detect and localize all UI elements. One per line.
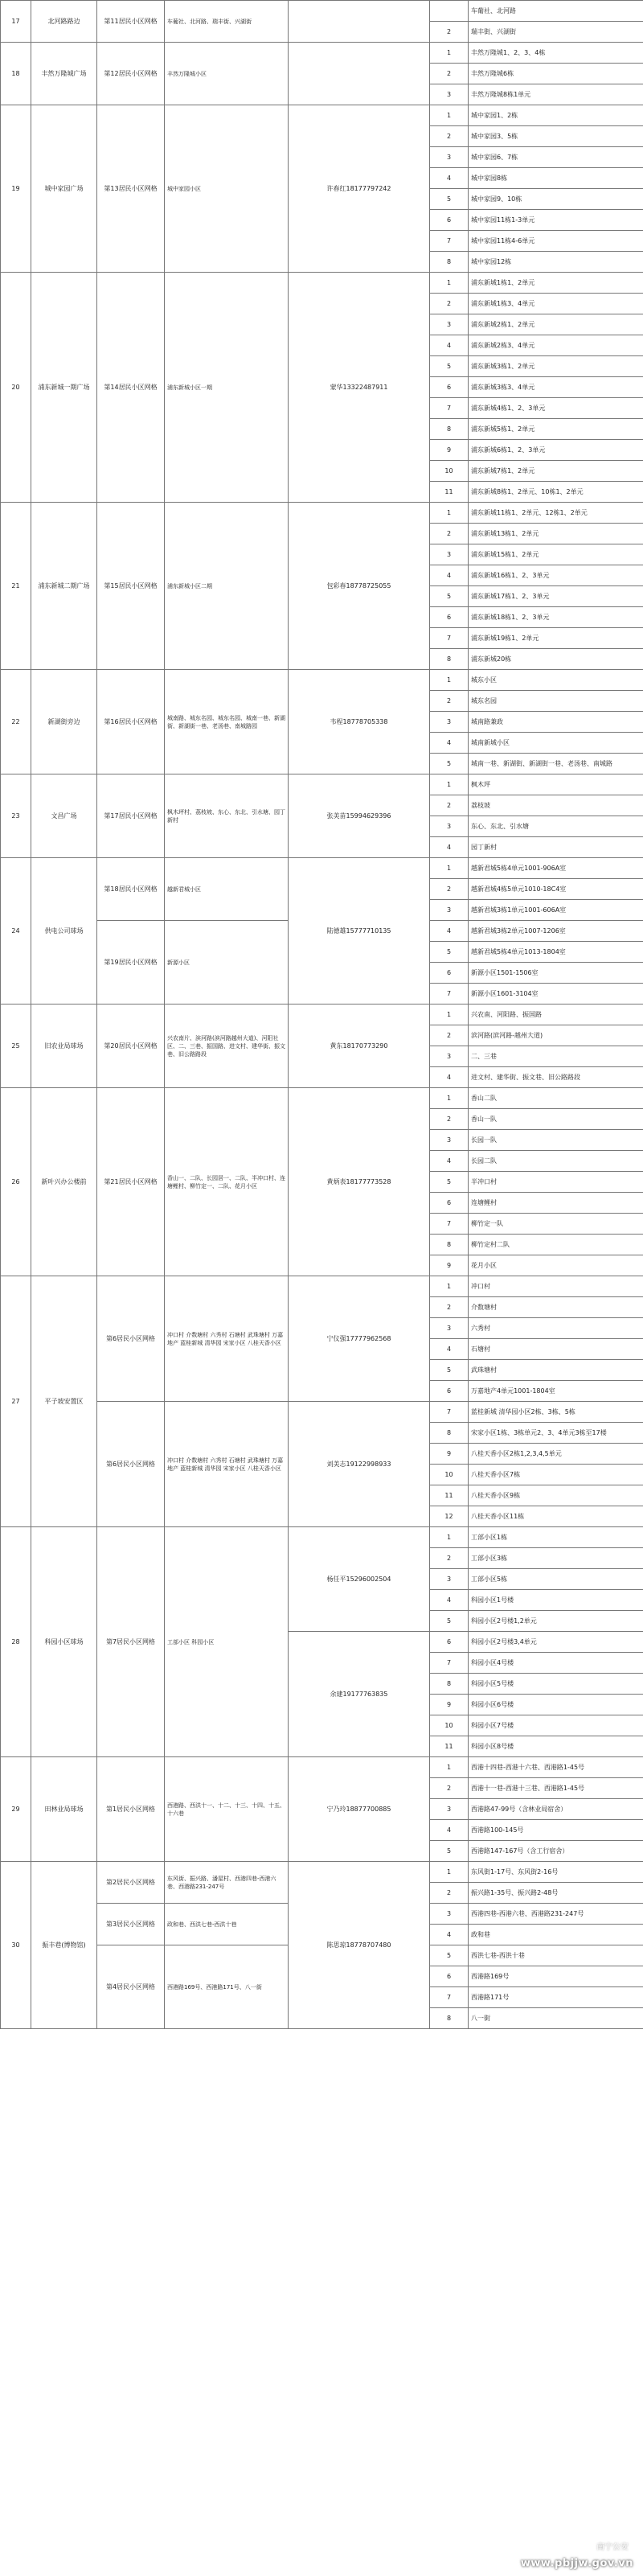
unit-number: 6 <box>430 377 469 398</box>
contact-cell <box>289 43 430 105</box>
unit-number: 2 <box>430 1778 469 1799</box>
contact-person: 黄炳表18177773528 <box>289 1088 430 1276</box>
grid-estates: 浦东新城小区二期 <box>165 503 289 670</box>
unit-number: 4 <box>430 1925 469 1945</box>
unit-number: 7 <box>430 1214 469 1235</box>
unit-number: 5 <box>430 942 469 963</box>
watermark-account: 南宁公安 <box>596 2543 629 2552</box>
unit-number: 8 <box>430 649 469 670</box>
unit-number: 1 <box>430 774 469 795</box>
unit-name: 丰然万隆城1、2、3、4栋 <box>469 43 643 64</box>
unit-number: 5 <box>430 1360 469 1381</box>
site-name: 供电公司球场 <box>31 858 97 1005</box>
unit-number: 3 <box>430 1799 469 1820</box>
table-row <box>1 1005 643 1025</box>
unit-name: 西洪七巷-西洪十巷 <box>469 1945 643 1966</box>
unit-name: 工部小区3栋 <box>469 1548 643 1569</box>
unit-number <box>430 1 469 22</box>
unit-name: 科园小区1号楼 <box>469 1590 643 1611</box>
unit-number: 1 <box>430 1005 469 1025</box>
unit-number: 9 <box>430 1255 469 1276</box>
grid-name: 第19居民小区网格 <box>97 921 165 1005</box>
unit-number: 3 <box>430 84 469 105</box>
unit-name: 西港路169号 <box>469 1966 643 1987</box>
grid-estates: 冲口村 介数塘村 六秀村 石塘村 武珠塘村 万嘉地产 蓝桂新城 清华园 宋家小区 八桂天香小区 <box>165 1276 289 1402</box>
unit-number: 4 <box>430 837 469 858</box>
unit-number: 3 <box>430 712 469 733</box>
contact-person: 宁乃玲18877700885 <box>289 1757 430 1862</box>
unit-name: 浦东新城3栋1、2单元 <box>469 356 643 377</box>
unit-number: 11 <box>430 1485 469 1506</box>
unit-number: 11 <box>430 482 469 503</box>
unit-name: 浦东新城13栋1、2单元 <box>469 524 643 544</box>
unit-name: 城南新城小区 <box>469 733 643 754</box>
unit-number: 3 <box>430 314 469 335</box>
unit-name: 浦东新城5栋1、2单元 <box>469 419 643 440</box>
unit-name: 科园小区4号楼 <box>469 1653 643 1674</box>
contact-person: 许春红18177797242 <box>289 105 430 273</box>
site-number: 23 <box>1 774 31 858</box>
grid-name: 第11居民小区网格 <box>97 1 165 43</box>
unit-name: 工部小区5栋 <box>469 1569 643 1590</box>
unit-number: 11 <box>430 1736 469 1757</box>
unit-name: 浦东新城7栋1、2单元 <box>469 461 643 482</box>
unit-name: 城中家园11栋4-6单元 <box>469 231 643 252</box>
site-number: 19 <box>1 105 31 273</box>
unit-name: 丰然万隆城6栋 <box>469 64 643 84</box>
unit-name: 越新君城3栋1单元1001-606A室 <box>469 900 643 921</box>
grid-name: 第3居民小区网格 <box>97 1904 165 1945</box>
unit-number: 3 <box>430 816 469 837</box>
unit-number: 10 <box>430 461 469 482</box>
unit-number: 9 <box>430 440 469 461</box>
unit-name: 丰然万隆城8栋1单元 <box>469 84 643 105</box>
unit-name: 浦东新城3栋3、4单元 <box>469 377 643 398</box>
unit-name: 浦东新城17栋1、2、3单元 <box>469 586 643 607</box>
unit-name: 越新君城3栋2单元1007-1206室 <box>469 921 643 942</box>
unit-name: 浦东新城8栋1、2单元、10栋1、2单元 <box>469 482 643 503</box>
unit-number: 6 <box>430 963 469 984</box>
unit-number: 2 <box>430 691 469 712</box>
unit-name: 荔枝坡 <box>469 795 643 816</box>
unit-name: 越新君城4栋5单元1010-18C4室 <box>469 879 643 900</box>
unit-number: 3 <box>430 1904 469 1925</box>
unit-name: 车葡社、北河路 <box>469 1 643 22</box>
unit-number: 4 <box>430 1151 469 1172</box>
site-number: 25 <box>1 1005 31 1088</box>
grid-name: 第12居民小区网格 <box>97 43 165 105</box>
grid-name: 第1居民小区网格 <box>97 1757 165 1862</box>
unit-name: 冲口村 <box>469 1276 643 1297</box>
unit-number: 3 <box>430 900 469 921</box>
grid-estates: 香山一、二队、长园居一、二队、半冲口村、连塘鲤村、柳竹定一、二队、花月小区 <box>165 1088 289 1276</box>
grid-estates: 车葡社、北河路、瑞丰街、兴湖街 <box>165 1 289 43</box>
contact-person: 刘美志19122998933 <box>289 1402 430 1527</box>
table-row <box>1 774 643 795</box>
table-row <box>1 105 643 126</box>
unit-name: 科园小区2号楼3,4单元 <box>469 1632 643 1653</box>
unit-number: 9 <box>430 1444 469 1465</box>
unit-name: 浦东新城15栋1、2单元 <box>469 544 643 565</box>
unit-number: 4 <box>430 1339 469 1360</box>
unit-name: 长园二队 <box>469 1151 643 1172</box>
site-number: 20 <box>1 273 31 503</box>
unit-number: 3 <box>430 1569 469 1590</box>
unit-name: 新源小区1601-3104室 <box>469 984 643 1005</box>
grid-name: 第14居民小区网格 <box>97 273 165 503</box>
grid-estates: 浦东新城小区一期 <box>165 273 289 503</box>
unit-name: 兴农南、河阳路、振国路 <box>469 1005 643 1025</box>
unit-name: 城南一巷、新湖街、新湖街一巷、老汤巷、南城路 <box>469 754 643 774</box>
contact-person: 陈思琼18778707480 <box>289 1862 430 2029</box>
unit-number: 6 <box>430 1193 469 1214</box>
site-number: 28 <box>1 1527 31 1757</box>
site-name: 振丰巷(博物馆) <box>31 1862 97 2029</box>
contact-cell <box>289 1 430 43</box>
unit-name: 连塘鲤村 <box>469 1193 643 1214</box>
unit-name: 城东名园 <box>469 691 643 712</box>
unit-number: 2 <box>430 1883 469 1904</box>
unit-number: 5 <box>430 1611 469 1632</box>
unit-name: 蓝桂新城 清华园小区2栋、3栋、5栋 <box>469 1402 643 1423</box>
unit-name: 宋家小区1栋、3栋单元2、3、4单元3栋至17楼 <box>469 1423 643 1444</box>
unit-number: 1 <box>430 1276 469 1297</box>
grid-estates: 政和巷、西洪七巷-西洪十巷 <box>165 1904 289 1945</box>
unit-name: 浦东新城20栋 <box>469 649 643 670</box>
unit-number: 1 <box>430 503 469 524</box>
table-row <box>1 858 643 879</box>
site-name: 丰然万隆城广场 <box>31 43 97 105</box>
unit-name: 万嘉地产4单元1001-1804室 <box>469 1381 643 1402</box>
unit-name: 花月小区 <box>469 1255 643 1276</box>
unit-name: 城中家园3、5栋 <box>469 126 643 147</box>
unit-number: 7 <box>430 984 469 1005</box>
grid-estates: 城中家园小区 <box>165 105 289 273</box>
grid-estates: 新源小区 <box>165 921 289 1005</box>
unit-number: 8 <box>430 2008 469 2029</box>
unit-number: 5 <box>430 189 469 210</box>
site-name: 城中家园广场 <box>31 105 97 273</box>
unit-number: 7 <box>430 1987 469 2008</box>
unit-number: 5 <box>430 356 469 377</box>
unit-name: 八桂天香小区9栋 <box>469 1485 643 1506</box>
unit-name: 东心、东北、引水塘 <box>469 816 643 837</box>
unit-number: 2 <box>430 294 469 314</box>
unit-number: 2 <box>430 1548 469 1569</box>
unit-number: 2 <box>430 524 469 544</box>
unit-name: 枫木坪 <box>469 774 643 795</box>
unit-name: 西港路147-167号（含工行宿舍） <box>469 1841 643 1862</box>
site-number: 30 <box>1 1862 31 2029</box>
unit-name: 八一街 <box>469 2008 643 2029</box>
unit-number: 1 <box>430 670 469 691</box>
unit-name: 越新君城5栋4单元1013-1804室 <box>469 942 643 963</box>
unit-name: 西港四巷-西港六巷、西港路231-247号 <box>469 1904 643 1925</box>
unit-name: 武珠塘村 <box>469 1360 643 1381</box>
contact-person: 蒙华13322487911 <box>289 273 430 503</box>
unit-number: 2 <box>430 1297 469 1318</box>
unit-number: 1 <box>430 105 469 126</box>
unit-name: 半冲口村 <box>469 1172 643 1193</box>
unit-name: 浦东新城18栋1、2、3单元 <box>469 607 643 628</box>
unit-name: 西港路171号 <box>469 1987 643 2008</box>
unit-number: 5 <box>430 1172 469 1193</box>
unit-number: 5 <box>430 586 469 607</box>
unit-number: 3 <box>430 544 469 565</box>
unit-name: 滨河路(滨河路-越州大道) <box>469 1025 643 1046</box>
unit-number: 6 <box>430 607 469 628</box>
grid-estates: 越新君城小区 <box>165 858 289 921</box>
unit-number: 7 <box>430 398 469 419</box>
unit-name: 香山二队 <box>469 1088 643 1109</box>
unit-number: 4 <box>430 921 469 942</box>
unit-name: 城中家园1、2栋 <box>469 105 643 126</box>
unit-number: 4 <box>430 1820 469 1841</box>
unit-number: 9 <box>430 1695 469 1715</box>
unit-number: 10 <box>430 1715 469 1736</box>
unit-number: 6 <box>430 1632 469 1653</box>
table-row <box>1 670 643 691</box>
unit-name: 城中家园6、7栋 <box>469 147 643 168</box>
unit-number: 6 <box>430 1966 469 1987</box>
site-name: 浦东新城一期广场 <box>31 273 97 503</box>
table-row <box>1 273 643 294</box>
unit-number: 8 <box>430 1674 469 1695</box>
unit-name: 香山一队 <box>469 1109 643 1130</box>
unit-name: 新源小区1501-1506室 <box>469 963 643 984</box>
site-name: 旧农业局球场 <box>31 1005 97 1088</box>
unit-name: 科园小区6号楼 <box>469 1695 643 1715</box>
unit-name: 柳竹定村二队 <box>469 1235 643 1255</box>
unit-number: 2 <box>430 22 469 43</box>
watermark-site: www.pbjjw.gov.vn <box>520 2558 633 2570</box>
unit-number: 10 <box>430 1465 469 1485</box>
unit-number: 3 <box>430 1318 469 1339</box>
unit-name: 工部小区1栋 <box>469 1527 643 1548</box>
grid-name: 第6居民小区网格 <box>97 1402 165 1527</box>
unit-number: 3 <box>430 1130 469 1151</box>
grid-name: 第20居民小区网格 <box>97 1005 165 1088</box>
site-name: 文昌广场 <box>31 774 97 858</box>
unit-number: 4 <box>430 168 469 189</box>
unit-number: 3 <box>430 147 469 168</box>
unit-number: 1 <box>430 1088 469 1109</box>
unit-name: 八桂天香小区7栋 <box>469 1465 643 1485</box>
unit-number: 7 <box>430 1402 469 1423</box>
unit-number: 2 <box>430 64 469 84</box>
unit-number: 7 <box>430 628 469 649</box>
unit-name: 城南路兼政 <box>469 712 643 733</box>
unit-name: 浦东新城1栋3、4单元 <box>469 294 643 314</box>
unit-name: 二、三巷 <box>469 1046 643 1067</box>
site-number: 22 <box>1 670 31 774</box>
grid-name: 第7居民小区网格 <box>97 1527 165 1757</box>
site-name: 科园小区球场 <box>31 1527 97 1757</box>
unit-name: 科园小区2号楼1,2单元 <box>469 1611 643 1632</box>
grid-name: 第17居民小区网格 <box>97 774 165 858</box>
grid-name: 第15居民小区网格 <box>97 503 165 670</box>
site-number: 17 <box>1 1 31 43</box>
grid-estates: 西港路、西洪十一、十二、十三、十四、十五、十六巷 <box>165 1757 289 1862</box>
contact-person: 余建19177763835 <box>289 1632 430 1757</box>
unit-name: 浦东新城2栋1、2单元 <box>469 314 643 335</box>
unit-number: 1 <box>430 273 469 294</box>
unit-number: 2 <box>430 879 469 900</box>
unit-number: 7 <box>430 1653 469 1674</box>
unit-name: 西港十四巷-西港十六巷、西港路1-45号 <box>469 1757 643 1778</box>
table-row <box>1 43 643 64</box>
site-name: 北河路路边 <box>31 1 97 43</box>
unit-name: 东风街1-17号、东风街2-16号 <box>469 1862 643 1883</box>
unit-number: 2 <box>430 126 469 147</box>
unit-name: 越新君城5栋4单元1001-906A室 <box>469 858 643 879</box>
unit-name: 瑞丰街、兴湖街 <box>469 22 643 43</box>
table-row <box>1 1527 643 1548</box>
unit-name: 振兴路1-35号、振兴路2-48号 <box>469 1883 643 1904</box>
site-number: 26 <box>1 1088 31 1276</box>
unit-name: 城中家园8栋 <box>469 168 643 189</box>
unit-name: 城中家园11栋1-3单元 <box>469 210 643 231</box>
contact-person: 陆德雄15777710135 <box>289 858 430 1005</box>
site-name: 平子坡安置区 <box>31 1276 97 1527</box>
grid-estates: 东风街、振兴路、潘屋村、西港四巷-西港六巷、西港路231-247号 <box>165 1862 289 1904</box>
unit-name: 西港路100-145号 <box>469 1820 643 1841</box>
unit-name: 八桂天香小区2栋1,2,3,4,5单元 <box>469 1444 643 1465</box>
unit-number: 2 <box>430 1109 469 1130</box>
unit-name: 西港路47-99号（含林业局宿舍） <box>469 1799 643 1820</box>
grid-name: 第16居民小区网格 <box>97 670 165 774</box>
grid-estates: 兴农南片、滨河路(滨河路越州大道)、河阳社区、二、三巷、振国路、进文村、建华街、振文巷、旧公路路段 <box>165 1005 289 1088</box>
unit-number: 1 <box>430 43 469 64</box>
grid-estates: 冲口村 介数塘村 六秀村 石塘村 武珠塘村 万嘉地产 蓝桂新城 清华园 宋家小区 八桂天香小区 <box>165 1402 289 1527</box>
site-number: 18 <box>1 43 31 105</box>
contact-person: 杨任平15296002504 <box>289 1527 430 1632</box>
grid-name: 第6居民小区网格 <box>97 1276 165 1402</box>
unit-name: 浦东新城16栋1、2、3单元 <box>469 565 643 586</box>
unit-number: 5 <box>430 754 469 774</box>
unit-name: 介数塘村 <box>469 1297 643 1318</box>
grid-estates: 枫木坪村、荔枝坡、东心、东北、引水塘、园丁新村 <box>165 774 289 858</box>
unit-name: 石塘村 <box>469 1339 643 1360</box>
unit-number: 7 <box>430 231 469 252</box>
unit-number: 4 <box>430 335 469 356</box>
site-number: 24 <box>1 858 31 1005</box>
unit-name: 西港十一巷-西港十三巷、西港路1-45号 <box>469 1778 643 1799</box>
grid-name: 第18居民小区网格 <box>97 858 165 921</box>
table-row <box>1 1402 643 1423</box>
table-row <box>1 1 643 22</box>
unit-number: 4 <box>430 1067 469 1088</box>
unit-number: 4 <box>430 733 469 754</box>
site-number: 21 <box>1 503 31 670</box>
unit-name: 浦东新城4栋1、2、3单元 <box>469 398 643 419</box>
unit-number: 3 <box>430 1046 469 1067</box>
unit-name: 进文村、建华街、振文巷、旧公路路段 <box>469 1067 643 1088</box>
contact-person: 黄东18170773290 <box>289 1005 430 1088</box>
unit-name: 政和巷 <box>469 1925 643 1945</box>
contact-person: 张美苗15994629396 <box>289 774 430 858</box>
unit-name: 长园一队 <box>469 1130 643 1151</box>
table-row <box>1 1757 643 1778</box>
unit-name: 科园小区5号楼 <box>469 1674 643 1695</box>
site-number: 27 <box>1 1276 31 1527</box>
unit-number: 4 <box>430 565 469 586</box>
unit-name: 浦东新城2栋3、4单元 <box>469 335 643 356</box>
grid-estates: 工部小区 科园小区 <box>165 1527 289 1757</box>
unit-number: 4 <box>430 1590 469 1611</box>
unit-name: 城中家园12栋 <box>469 252 643 273</box>
unit-name: 浦东新城19栋1、2单元 <box>469 628 643 649</box>
unit-number: 1 <box>430 1757 469 1778</box>
unit-number: 2 <box>430 1025 469 1046</box>
unit-number: 2 <box>430 795 469 816</box>
unit-number: 5 <box>430 1945 469 1966</box>
unit-number: 5 <box>430 1841 469 1862</box>
grid-estates: 丰然万隆城小区 <box>165 43 289 105</box>
grid-name: 第21居民小区网格 <box>97 1088 165 1276</box>
unit-name: 科园小区7号楼 <box>469 1715 643 1736</box>
unit-number: 8 <box>430 419 469 440</box>
grid-name: 第4居民小区网格 <box>97 1945 165 2029</box>
unit-number: 6 <box>430 1381 469 1402</box>
unit-number: 6 <box>430 210 469 231</box>
unit-number: 8 <box>430 252 469 273</box>
unit-name: 城东小区 <box>469 670 643 691</box>
unit-number: 8 <box>430 1235 469 1255</box>
unit-name: 城中家园9、10栋 <box>469 189 643 210</box>
table-row <box>1 1862 643 1883</box>
table-row <box>1 1276 643 1297</box>
grid-estates: 西港路169号、西港路171号、八一街 <box>165 1945 289 2029</box>
unit-name: 六秀村 <box>469 1318 643 1339</box>
site-name: 田林业局球场 <box>31 1757 97 1862</box>
contact-person: 宁仪强17777962568 <box>289 1276 430 1402</box>
unit-name: 浦东新城11栋1、2单元、12栋1、2单元 <box>469 503 643 524</box>
contact-person: 韦程18778705338 <box>289 670 430 774</box>
unit-name: 浦东新城1栋1、2单元 <box>469 273 643 294</box>
unit-number: 1 <box>430 1862 469 1883</box>
unit-name: 柳竹定一队 <box>469 1214 643 1235</box>
contact-person: 包彩春18778725055 <box>289 503 430 670</box>
table-row <box>1 503 643 524</box>
table-row <box>1 1088 643 1109</box>
unit-name: 八桂天香小区11栋 <box>469 1506 643 1527</box>
site-name: 新叶兴办公楼前 <box>31 1088 97 1276</box>
unit-number: 12 <box>430 1506 469 1527</box>
unit-name: 园丁新村 <box>469 837 643 858</box>
unit-number: 8 <box>430 1423 469 1444</box>
unit-name: 科园小区8号楼 <box>469 1736 643 1757</box>
site-number: 29 <box>1 1757 31 1862</box>
unit-number: 1 <box>430 858 469 879</box>
grid-estates: 城南路、城东名园、城东名园、城南一巷、新湖街、新湖街一巷、老汤巷、南城路园 <box>165 670 289 774</box>
unit-number: 1 <box>430 1527 469 1548</box>
grid-name: 第13居民小区网格 <box>97 105 165 273</box>
site-name: 新湖街旁边 <box>31 670 97 774</box>
grid-name: 第2居民小区网格 <box>97 1862 165 1904</box>
unit-name: 浦东新城6栋1、2、3单元 <box>469 440 643 461</box>
site-name: 浦东新城二期广场 <box>31 503 97 670</box>
